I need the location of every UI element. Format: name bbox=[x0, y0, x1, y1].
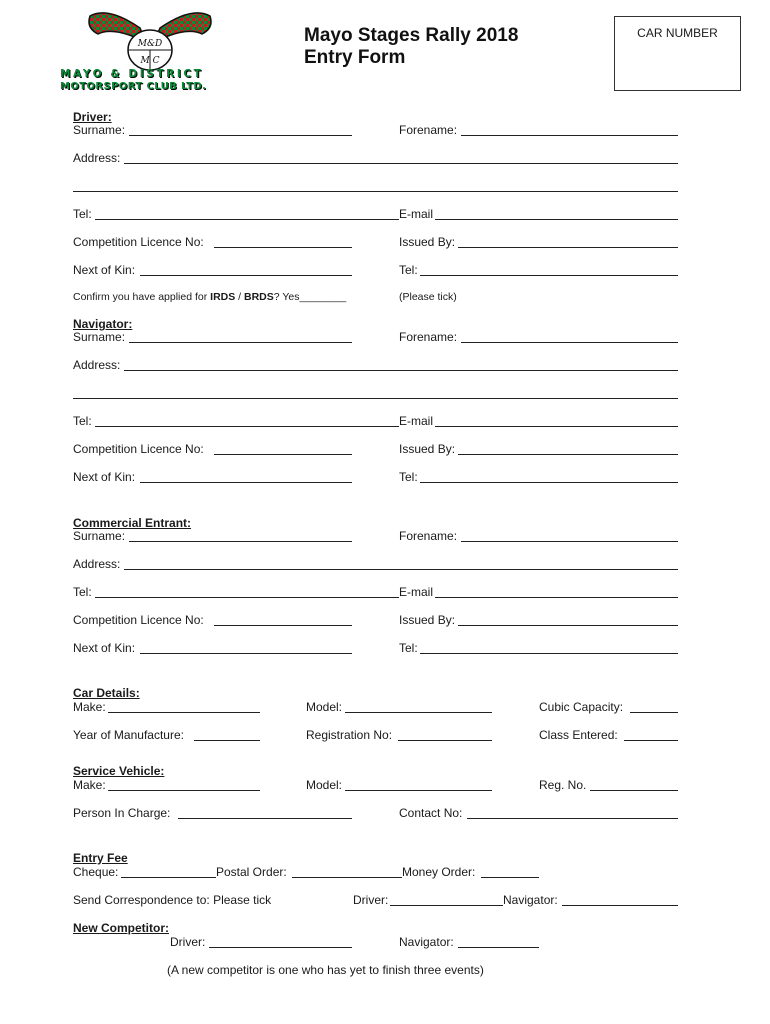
driver-surname-label: Surname: bbox=[73, 123, 126, 137]
service-reg-label: Reg. No. bbox=[539, 778, 587, 792]
navigator-tel-label: Tel: bbox=[73, 414, 92, 428]
entrant-licence-field[interactable] bbox=[214, 625, 352, 626]
car-number-box[interactable] bbox=[614, 16, 741, 91]
driver-tel-label: Tel: bbox=[73, 207, 92, 221]
entrant-kin-tel-label: Tel: bbox=[399, 641, 418, 655]
service-make-label: Make: bbox=[73, 778, 106, 792]
driver-address-field[interactable] bbox=[124, 163, 678, 164]
navigator-email-label: E-mail bbox=[399, 414, 434, 428]
entrant-surname-field[interactable] bbox=[129, 541, 352, 542]
navigator-surname-field[interactable] bbox=[129, 342, 352, 343]
fee-navigator-tick-field[interactable] bbox=[562, 905, 678, 906]
navigator-issued-field[interactable] bbox=[458, 454, 678, 455]
car-year-field[interactable] bbox=[194, 740, 260, 741]
new-competitor-driver-field[interactable] bbox=[209, 947, 352, 948]
entrant-forename-label: Forename: bbox=[399, 529, 458, 543]
navigator-issued-label: Issued By: bbox=[399, 442, 456, 456]
entrant-heading: Commercial Entrant: bbox=[73, 516, 192, 530]
fee-driver-tick-field[interactable] bbox=[390, 905, 503, 906]
entrant-kin-label: Next of Kin: bbox=[73, 641, 136, 655]
service-contact-label: Contact No: bbox=[399, 806, 463, 820]
service-model-field[interactable] bbox=[345, 790, 492, 791]
service-contact-field[interactable] bbox=[467, 818, 678, 819]
entrant-forename-field[interactable] bbox=[461, 541, 678, 542]
new-competitor-navigator-label: Navigator: bbox=[399, 935, 454, 949]
car-heading: Car Details: bbox=[73, 686, 140, 700]
driver-kin-tel-field[interactable] bbox=[420, 275, 678, 276]
service-person-field[interactable] bbox=[178, 818, 352, 819]
car-class-field[interactable] bbox=[624, 740, 678, 741]
driver-issued-field[interactable] bbox=[458, 247, 678, 248]
navigator-kin-tel-field[interactable] bbox=[420, 482, 678, 483]
navigator-licence-label: Competition Licence No: bbox=[73, 442, 204, 456]
fee-cheque-field[interactable] bbox=[121, 877, 216, 878]
club-logo bbox=[60, 6, 240, 96]
entrant-kin-field[interactable] bbox=[140, 653, 352, 654]
fee-heading: Entry Fee bbox=[73, 851, 128, 865]
navigator-kin-label: Next of Kin: bbox=[73, 470, 136, 484]
car-cubic-label: Cubic Capacity: bbox=[539, 700, 624, 714]
driver-confirm-text: Confirm you have applied for IRDS / BRDS? Yes________ bbox=[73, 291, 347, 303]
fee-navigator-label: Navigator: bbox=[503, 893, 558, 907]
navigator-heading: Navigator: bbox=[73, 317, 133, 331]
driver-address-label: Address: bbox=[73, 151, 121, 165]
car-class-label: Class Entered: bbox=[539, 728, 618, 742]
entrant-licence-label: Competition Licence No: bbox=[73, 613, 204, 627]
entrant-issued-label: Issued By: bbox=[399, 613, 456, 627]
driver-please-tick: (Please tick) bbox=[399, 291, 457, 303]
car-registration-field[interactable] bbox=[398, 740, 492, 741]
new-competitor-driver-label: Driver: bbox=[170, 935, 206, 949]
car-registration-label: Registration No: bbox=[306, 728, 393, 742]
car-cubic-field[interactable] bbox=[630, 712, 678, 713]
navigator-kin-tel-label: Tel: bbox=[399, 470, 418, 484]
fee-cheque-label: Cheque: bbox=[73, 865, 119, 879]
car-make-field[interactable] bbox=[108, 712, 260, 713]
driver-kin-field[interactable] bbox=[140, 275, 352, 276]
entrant-tel-field[interactable] bbox=[95, 597, 678, 598]
entrant-address-label: Address: bbox=[73, 557, 121, 571]
navigator-address-label: Address: bbox=[73, 358, 121, 372]
navigator-licence-field[interactable] bbox=[214, 454, 352, 455]
driver-issued-label: Issued By: bbox=[399, 235, 456, 249]
logo-mark-top: M&D bbox=[137, 39, 163, 49]
car-number-label: CAR NUMBER bbox=[637, 26, 718, 40]
entrant-email-label: E-mail bbox=[399, 585, 434, 599]
logo-text-line1: MAYO & DISTRICT bbox=[60, 68, 204, 80]
navigator-tel-field[interactable] bbox=[95, 426, 678, 427]
navigator-forename-field[interactable] bbox=[461, 342, 678, 343]
new-competitor-navigator-field[interactable] bbox=[458, 947, 539, 948]
car-year-label: Year of Manufacture: bbox=[73, 728, 184, 742]
driver-kin-label: Next of Kin: bbox=[73, 263, 136, 277]
service-reg-field[interactable] bbox=[590, 790, 678, 791]
service-model-label: Model: bbox=[306, 778, 343, 792]
car-model-field[interactable] bbox=[345, 712, 492, 713]
entrant-kin-tel-field[interactable] bbox=[420, 653, 678, 654]
fee-correspondence-label: Send Correspondence to: Please tick bbox=[73, 893, 272, 907]
driver-licence-label: Competition Licence No: bbox=[73, 235, 204, 249]
entrant-address-field[interactable] bbox=[124, 569, 678, 570]
form-title-line1: Mayo Stages Rally 2018 bbox=[304, 25, 519, 46]
service-person-label: Person In Charge: bbox=[73, 806, 171, 820]
driver-heading: Driver: bbox=[73, 110, 112, 124]
driver-address-field-line2[interactable] bbox=[73, 191, 678, 192]
driver-kin-tel-label: Tel: bbox=[399, 263, 418, 277]
car-make-label: Make: bbox=[73, 700, 106, 714]
fee-postal-label: Postal Order: bbox=[216, 865, 287, 879]
driver-forename-field[interactable] bbox=[461, 135, 678, 136]
driver-surname-field[interactable] bbox=[129, 135, 352, 136]
fee-money-label: Money Order: bbox=[402, 865, 476, 879]
driver-email-label: E-mail bbox=[399, 207, 434, 221]
driver-tel-field[interactable] bbox=[95, 219, 678, 220]
fee-money-field[interactable] bbox=[481, 877, 539, 878]
entrant-surname-label: Surname: bbox=[73, 529, 126, 543]
driver-forename-label: Forename: bbox=[399, 123, 458, 137]
navigator-kin-field[interactable] bbox=[140, 482, 352, 483]
club-logo-emblem bbox=[60, 6, 240, 72]
entrant-tel-label: Tel: bbox=[73, 585, 92, 599]
new-competitor-heading: New Competitor: bbox=[73, 921, 169, 935]
driver-licence-field[interactable] bbox=[214, 247, 352, 248]
entrant-issued-field[interactable] bbox=[458, 625, 678, 626]
car-model-label: Model: bbox=[306, 700, 343, 714]
navigator-address-field[interactable] bbox=[124, 370, 678, 371]
service-make-field[interactable] bbox=[108, 790, 260, 791]
new-competitor-note: (A new competitor is one who has yet to finish three events) bbox=[167, 963, 484, 977]
logo-text-line2: MOTORSPORT CLUB LTD. bbox=[60, 81, 207, 92]
logo-mark-bottom: M C bbox=[140, 56, 160, 66]
form-title-line2: Entry Form bbox=[304, 47, 406, 68]
navigator-surname-label: Surname: bbox=[73, 330, 126, 344]
navigator-forename-label: Forename: bbox=[399, 330, 458, 344]
fee-driver-label: Driver: bbox=[353, 893, 389, 907]
service-heading: Service Vehicle: bbox=[73, 764, 165, 778]
navigator-address-field-line2[interactable] bbox=[73, 398, 678, 399]
fee-postal-field[interactable] bbox=[292, 877, 402, 878]
